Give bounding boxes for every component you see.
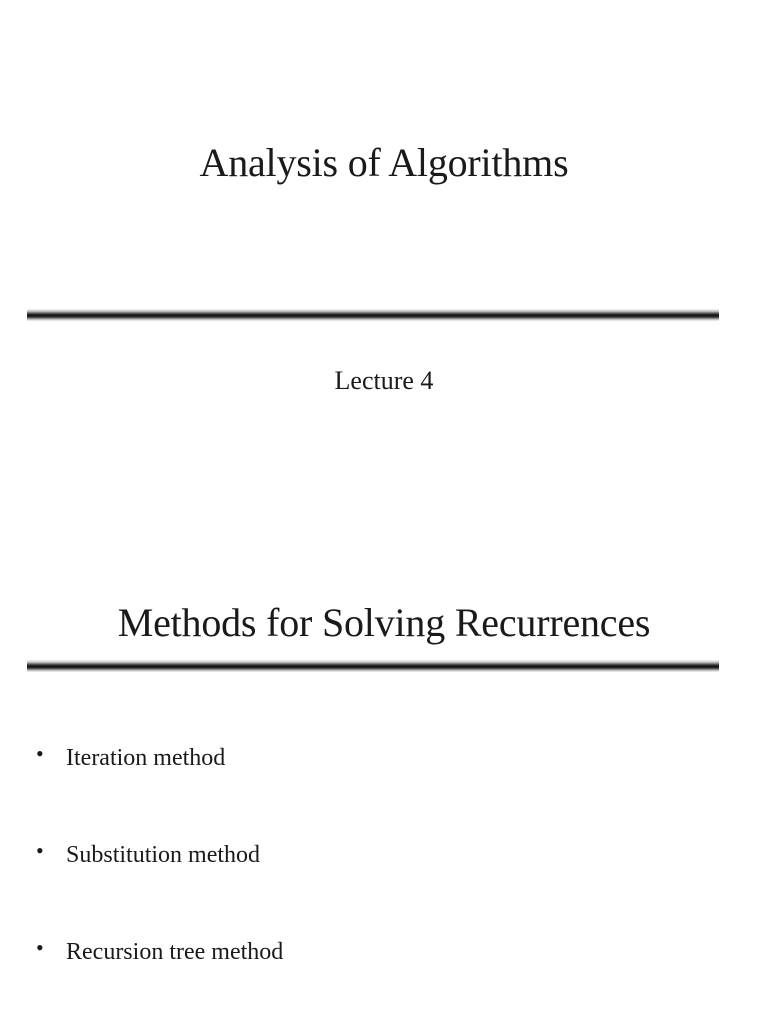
bullet-icon: • [36,935,44,960]
slide-title: Analysis of Algorithms [199,140,569,185]
list-item [32,742,732,774]
title-divider [27,309,719,321]
bullet-text: Iteration method [66,745,226,771]
list-item [32,839,732,871]
bullet-icon: • [36,838,44,863]
list-item [32,936,732,968]
bullet-text: Recursion tree method [66,939,284,965]
lecture-number: Lecture 4 [334,366,434,395]
title-divider [27,660,719,672]
bullet-text: Substitution method [66,842,261,868]
title-slide [0,0,768,512]
methods-slide [0,512,768,1024]
bullet-list [32,742,732,1033]
bullet-icon: • [36,741,44,766]
slide-title: Methods for Solving Recurrences [117,600,651,645]
